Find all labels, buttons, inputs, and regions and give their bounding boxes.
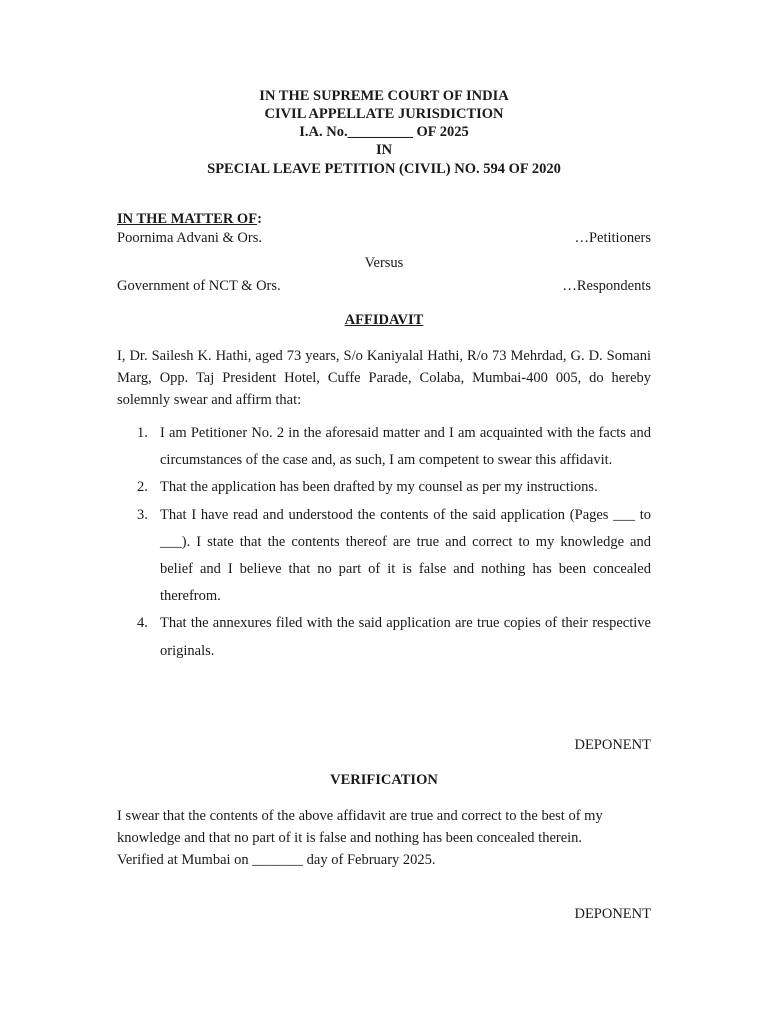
ia-number: I.A. No._________ OF 2025: [299, 124, 469, 140]
court-name: IN THE SUPREME COURT OF INDIA: [259, 88, 509, 104]
list-item-number: 3.: [137, 506, 148, 523]
jurisdiction: CIVIL APPELLATE JURISDICTION: [264, 106, 504, 122]
verification-line-2: knowledge and that no part of it is false and nothing has been concealed therein.: [117, 830, 583, 846]
list-item-text: I am Petitioner No. 2 in the aforesaid matter and I am acquainted with the facts and circumstances of the case and, as such, I am competent to swear this affidavit.: [160, 425, 651, 469]
list-item: [117, 474, 651, 501]
respondent-name: Government of NCT & Ors.: [117, 278, 281, 294]
matter-heading: [117, 211, 262, 228]
list-item-text: That I have read and understood the contents of the said application (Pages ___ to ___). I state that the contents thereof are true and correct to my knowledge and belief and I believe that no part of it is false and nothing has been concealed therefrom.: [160, 506, 651, 605]
verification-title: VERIFICATION: [330, 772, 438, 788]
deponent-signature-1: DEPONENT: [574, 737, 651, 753]
deponent-signature-2: DEPONENT: [574, 906, 651, 922]
affidavit-title: AFFIDAVIT: [344, 312, 424, 328]
list-item-text: That the annexures filed with the said application are true copies of their respective originals.: [160, 615, 651, 659]
matter-heading-text: IN THE MATTER OF: [117, 211, 258, 227]
list-item-number: 4.: [137, 615, 148, 632]
petitioner-role: …Petitioners: [574, 230, 651, 246]
list-item-number: 2.: [137, 479, 148, 496]
respondent-role: …Respondents: [562, 278, 651, 294]
list-item-text: That the application has been drafted by my counsel as per my instructions.: [160, 479, 598, 496]
matter-heading-colon: :: [257, 211, 262, 227]
list-item: [117, 610, 651, 664]
versus-label: Versus: [364, 255, 404, 271]
affidavit-intro: I, Dr. Sailesh K. Hathi, aged 73 years, S/o Kaniyalal Hathi, R/o 73 Mehrdad, G. D. Somani Marg, Opp. Taj President Hotel, Cuffe Parade, Colaba, Mumbai-400 005, do hereby solemnly swear and affirm that:: [117, 348, 651, 408]
slp-number: SPECIAL LEAVE PETITION (CIVIL) NO. 594 OF 2020: [207, 161, 561, 177]
list-item-number: 1.: [137, 425, 148, 441]
verification-line-1: I swear that the contents of the above affidavit are true and correct to the best of my: [117, 808, 603, 824]
list-item: [117, 502, 651, 611]
in-label: IN: [375, 142, 393, 158]
verification-line-3: Verified at Mumbai on _______ day of February 2025.: [117, 852, 436, 868]
list-item: [117, 420, 651, 474]
affidavit-points: [117, 420, 651, 665]
petitioner-name: Poornima Advani & Ors.: [117, 230, 262, 246]
